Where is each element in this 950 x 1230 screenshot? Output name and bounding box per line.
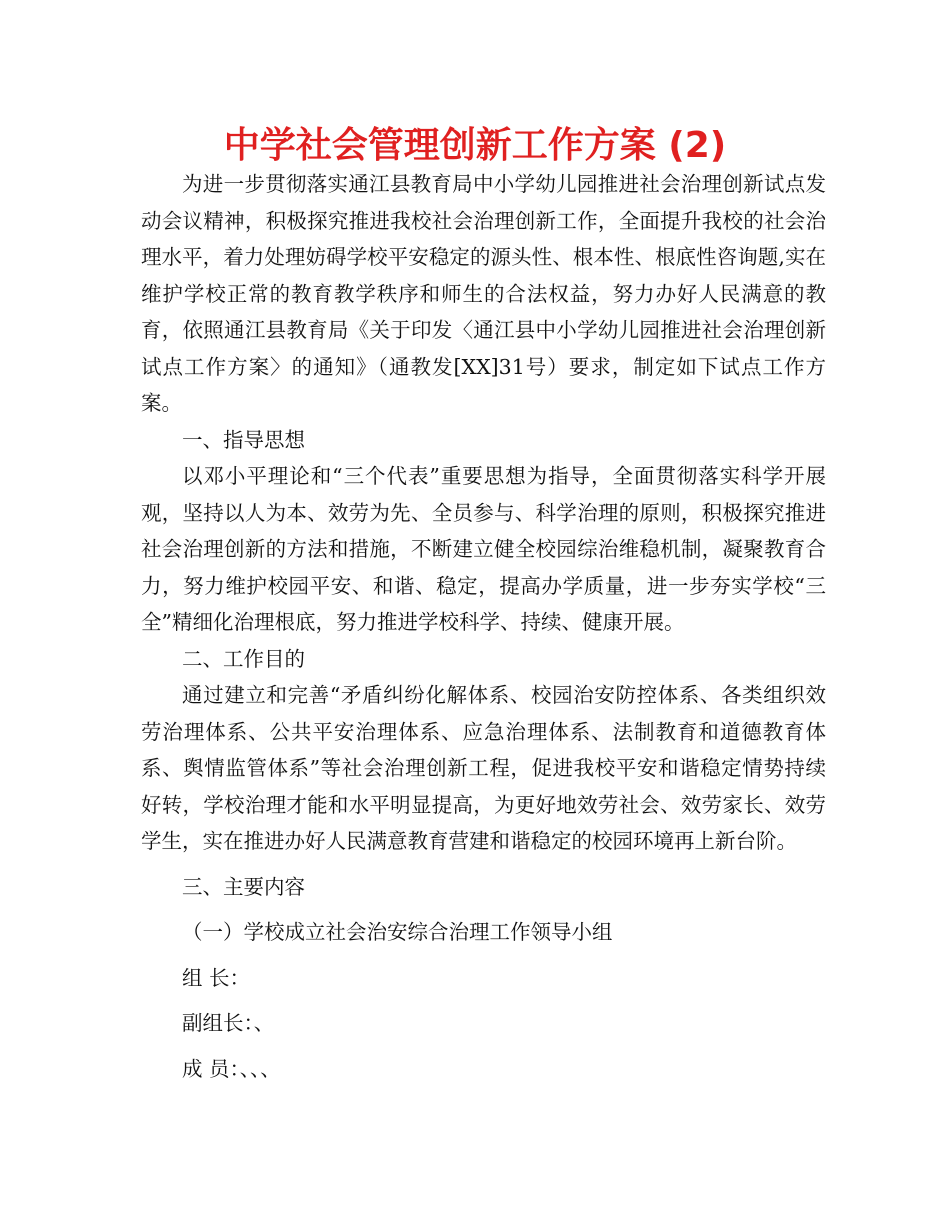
document-body [141,166,826,1087]
subsection-1-heading: （一）学校成立社会治安综合治理工作领导小组 [182,920,613,944]
section-1-body: 以邓小平理论和“三个代表”重要思想为指导，全面贯彻落实科学开展观，坚持以人为本、效劳为先、全员参与、科学治理的原则，积极探究推进社会治理创新的方法和措施，不断建立健全校园综治维稳机制，凝聚教育合力，努力维护校园平安、和谐、稳定，提高办学质量，进一步夯实学校“三全”精细化治理根底，努力推进学校科学、持续、健康开展。 [141,464,826,634]
members-line: 成 员：、、、 [182,1056,281,1081]
document-title: 中学社会管理创新工作方案 (2) [223,125,727,166]
deputy-leader-line: 副组长：、 [182,1011,275,1035]
leader-line: 组 长： [182,965,251,990]
intro-paragraph: 为进一步贯彻落实通江县教育局中小学幼儿园推进社会治理创新试点发动会议精神，积极探究推进我校社会治理创新工作，全面提升我校的社会治理水平，着力处理妨碍学校平安稳定的源头性、根本性、根底性咨询题,实在维护学校正常的教育教学秩序和师生的合法权益，努力办好人民满意的教育，依照通江县教育局《关于印发〈通江县中小学幼儿园推进社会治理创新试点工作方案〉的通知》（通教发[XX]31号）要求，制定如下试点工作方案。 [141,172,826,415]
section-1-heading: 一、指导思想 [182,427,305,452]
section-2-body: 通过建立和完善“矛盾纠纷化解体系、校园治安防控体系、各类组织效劳治理体系、公共平安治理体系、应急治理体系、法制教育和道德教育体系、舆情监管体系”等社会治理创新工程，促进我校平安和谐稳定情势持续好转，学校治理才能和水平明显提高，为更好地效劳社会、效劳家长、效劳学生，实在推进办好人民满意教育营建和谐稳定的校园环境再上新台阶。 [141,683,826,853]
section-2-heading: 二、工作目的 [182,646,305,671]
section-3-heading: 三、主要内容 [182,874,305,899]
